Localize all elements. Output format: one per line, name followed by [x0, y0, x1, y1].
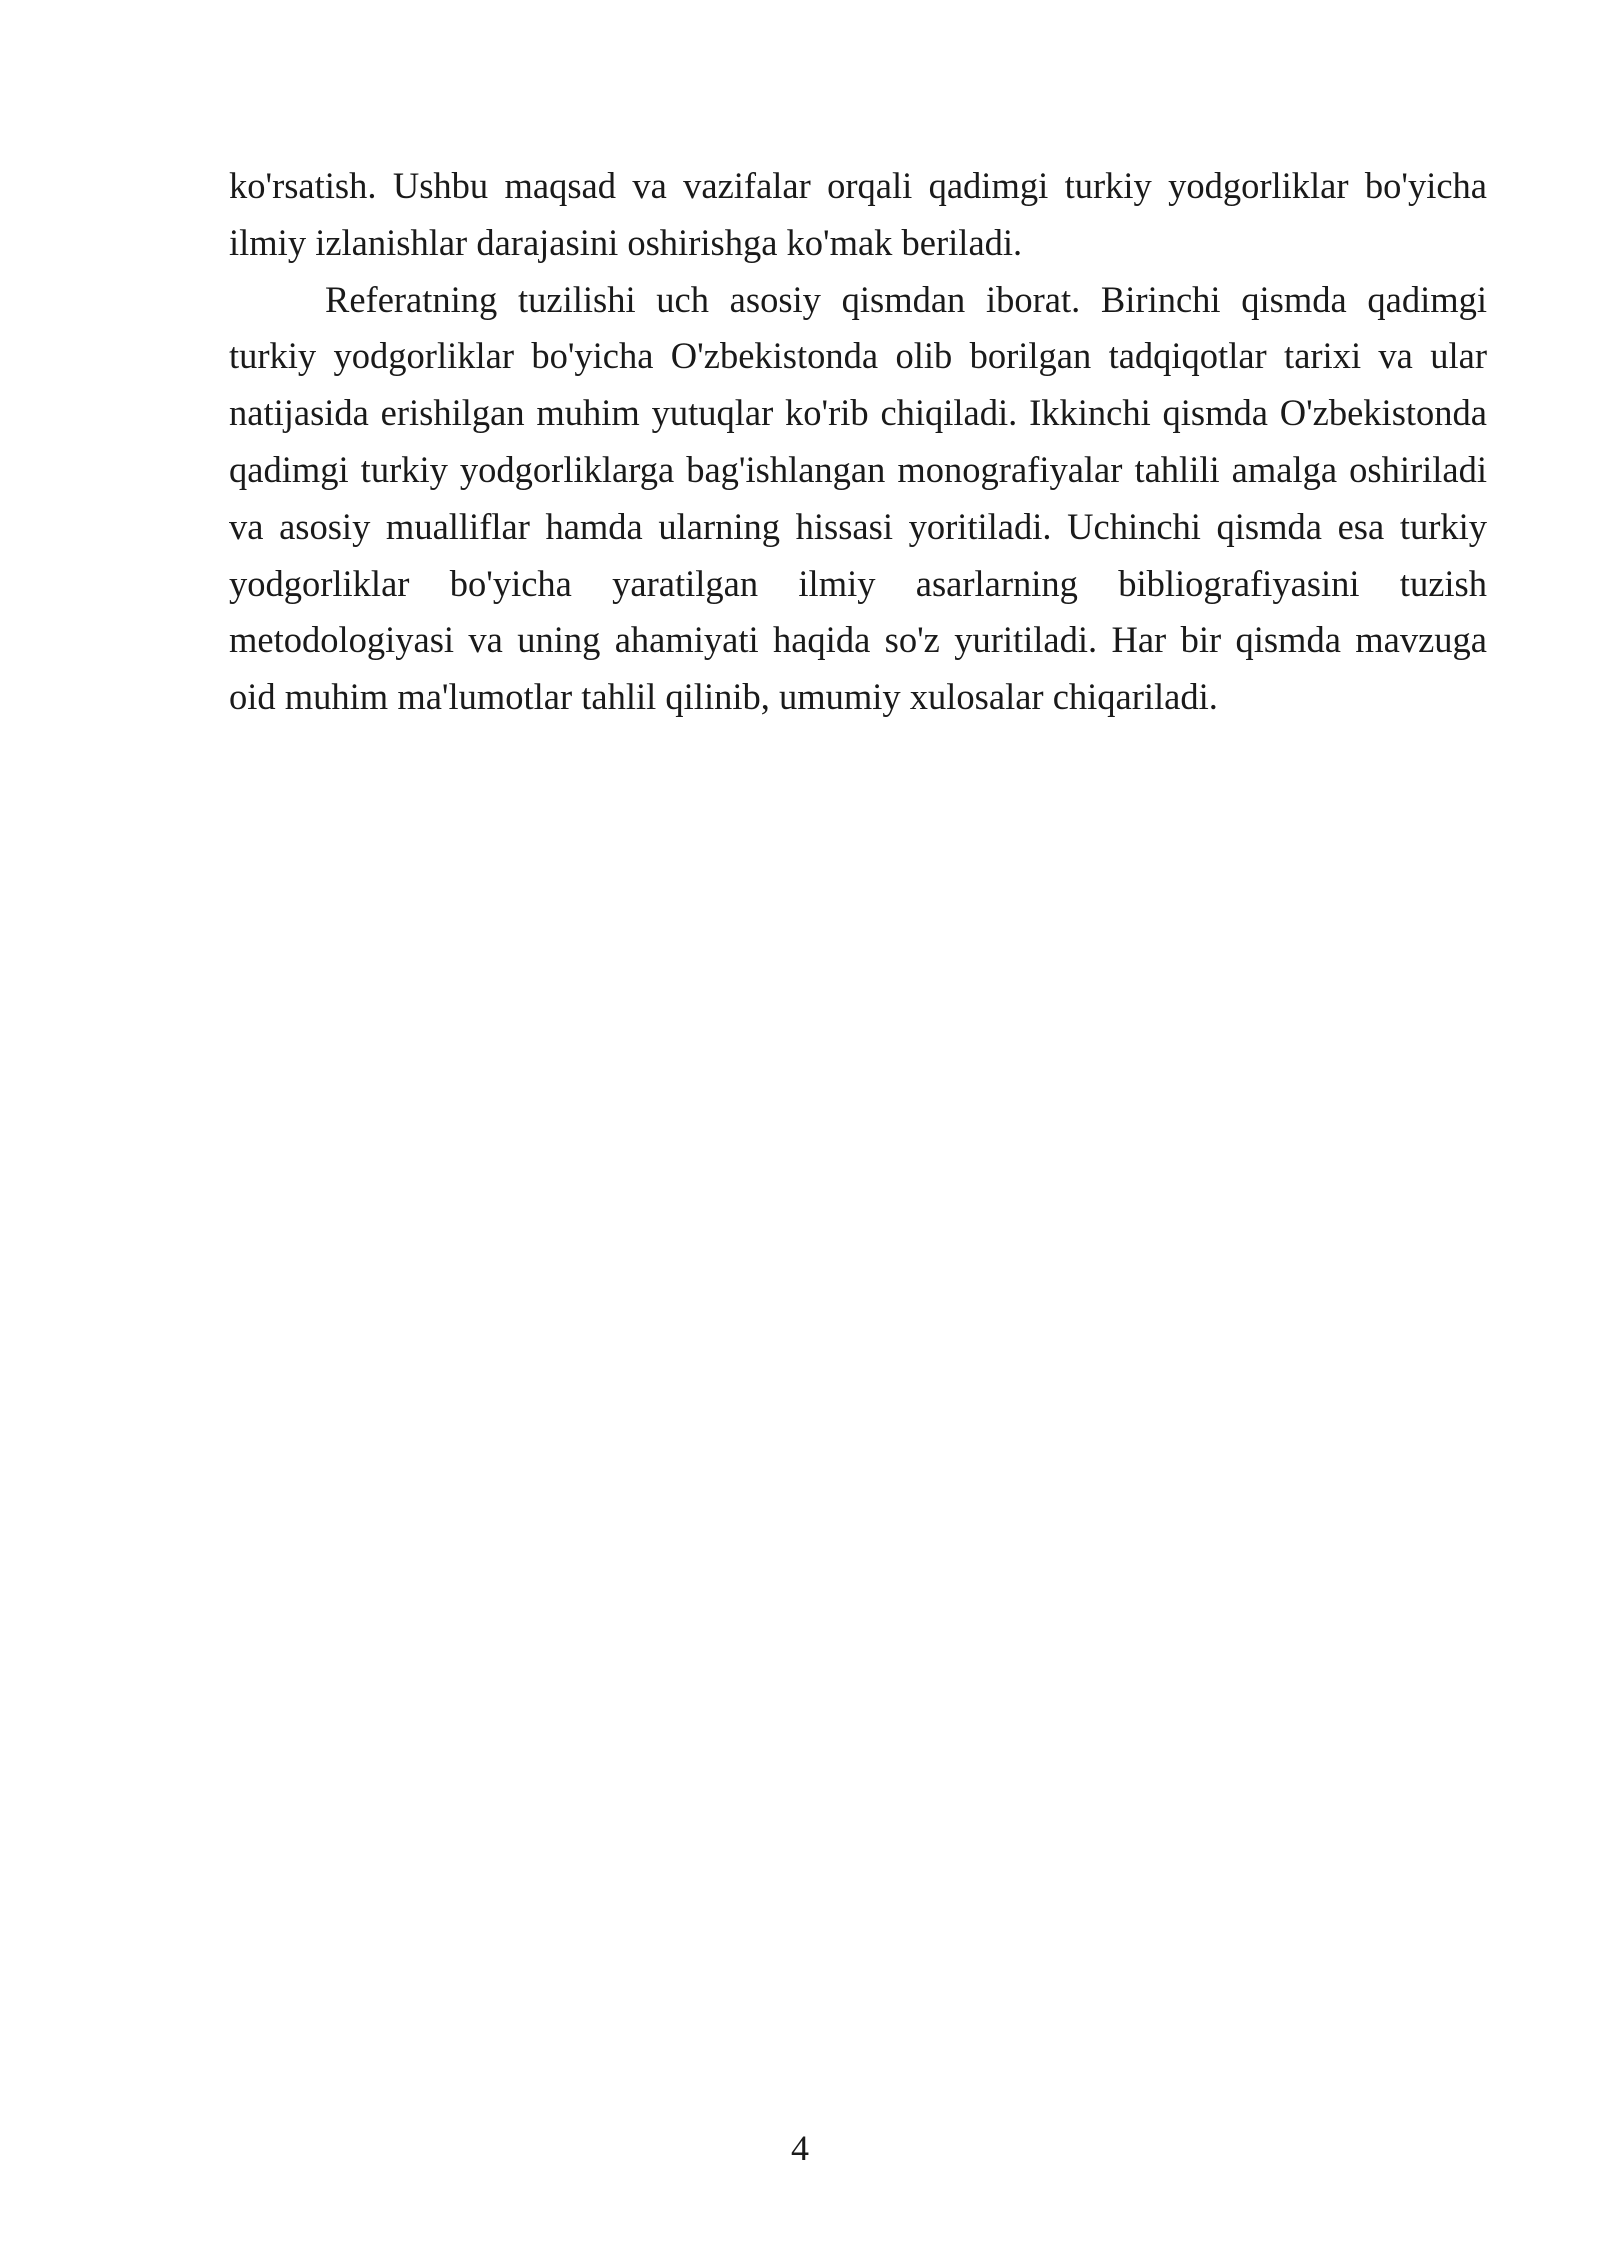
page-number: 4 [791, 2128, 809, 2168]
paragraph-continuation: ko'rsatish. Ushbu maqsad va vazifalar orqali qadimgi turkiy yodgorliklar bo'yicha ilmiy izlanishlar darajasini oshirishga ko'mak beriladi. [229, 165, 1487, 263]
paragraph-structure: Referatning tuzilishi uch asosiy qismdan iborat. Birinchi qismda qadimgi turkiy yodgorliklar bo'yicha O'zbekistonda olib borilgan tadqiqotlar tarixi va ular natijasida erishilgan muhim yutuqlar ko'rib chiqiladi. Ikkinchi qismda O'zbekistonda qadimgi turkiy yodgorliklarga bag'ishlangan monografiyalar tahlili amalga oshiriladi va asosiy mualliflar hamda ularning hissasi yoritiladi. Uchinchi qismda esa turkiy yodgorliklar bo'yicha yaratilgan ilmiy asarlarning bibliografiyasini tuzish metodologiyasi va uning ahamiyati haqida so'z yuritiladi. Har bir qismda mavzuga oid muhim ma'lumotlar tahlil qilinib, umumiy xulosalar chiqariladi. [229, 278, 1487, 718]
body-text [229, 158, 1487, 726]
